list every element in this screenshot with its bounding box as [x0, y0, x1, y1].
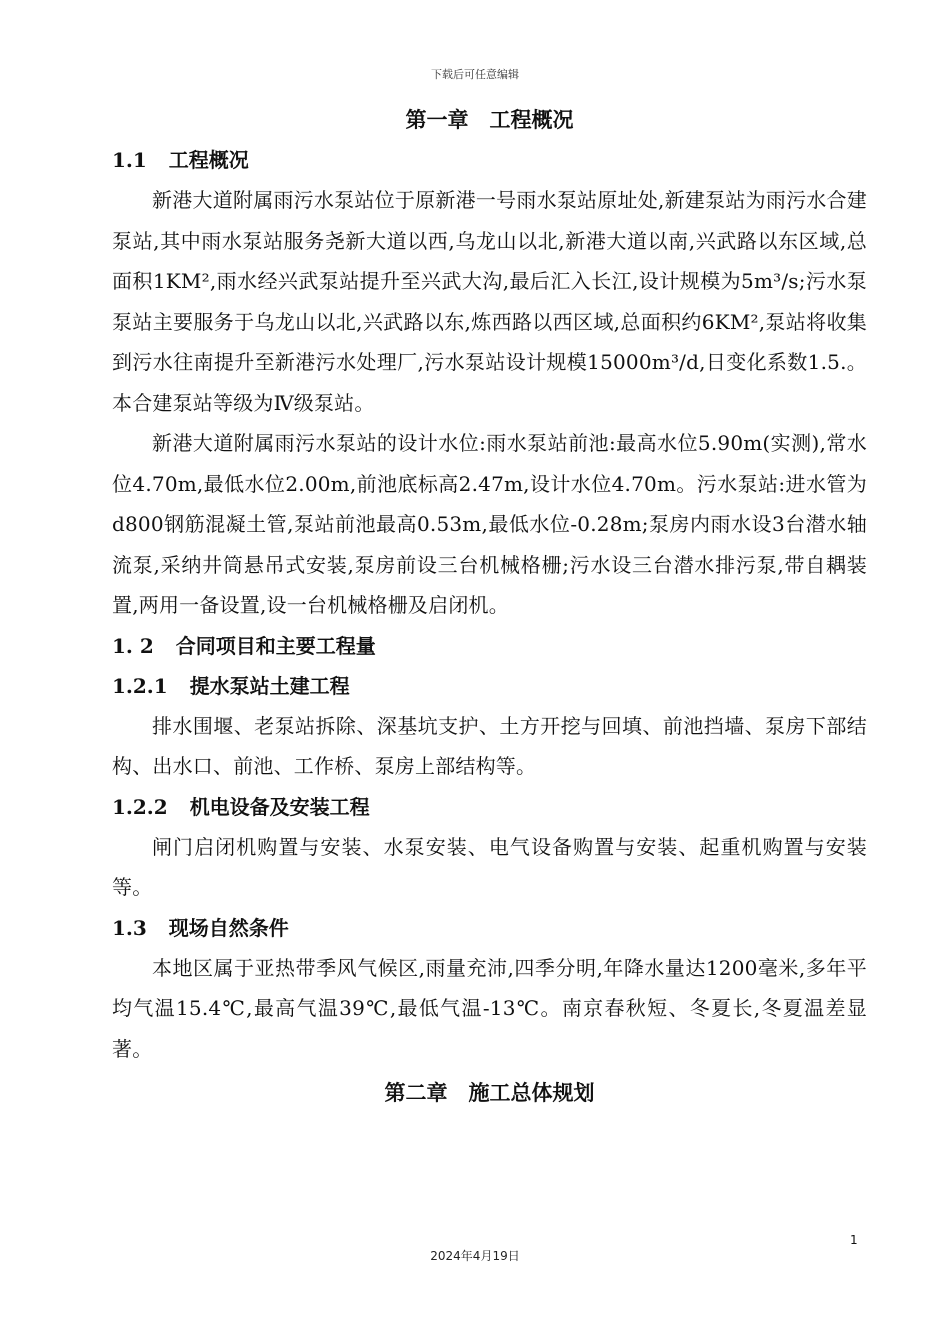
page-number: 1	[850, 1233, 858, 1247]
section-title: 现场自然条件	[168, 915, 289, 940]
document-body	[112, 100, 867, 1113]
section-1-2-2-heading	[112, 787, 867, 827]
section-number: 1.2.2	[112, 794, 168, 819]
section-title: 机电设备及安装工程	[189, 794, 370, 819]
paragraph-equipment-installation: 闸门启闭机购置与安装、水泵安装、电气设备购置与安装、起重机购置与安装等。	[112, 834, 867, 899]
paragraph-natural-conditions: 本地区属于亚热带季风气候区,雨量充沛,四季分明,年降水量达1200毫米,多年平均气温15.4℃,最高气温39℃,最低气温-13℃。南京春秋短、冬夏长,冬夏温差显著。	[112, 955, 867, 1061]
section-1-3-heading	[112, 908, 867, 948]
paragraph-design-water-levels: 新港大道附属雨污水泵站的设计水位:雨水泵站前池:最高水位5.90m(实测),常水位4.70m,最低水位2.00m,前池底标高2.47m,设计水位4.70m。污水泵站:进水管为d800钢筋混凝土管,泵站前池最高0.53m,最低水位-0.28m;泵房内雨水设3台潜水轴流泵,采纳井筒悬吊式安装,泵房前设三台机械格栅;污水设三台潜水排污泵,带自耦装置,两用一备设置,设一台机械格栅及启闭机。	[112, 431, 867, 617]
chapter-1-title: 第一章 工程概况	[405, 107, 574, 132]
section-number: 1.3	[112, 915, 147, 940]
section-title: 提水泵站土建工程	[189, 673, 350, 698]
section-1-2-1-heading	[112, 666, 867, 706]
paragraph-civil-works: 排水围堰、老泵站拆除、深基坑支护、土方开挖与回填、前池挡墙、泵房下部结构、出水口、前池、工作桥、泵房上部结构等。	[112, 713, 867, 778]
section-title: 工程概况	[168, 148, 249, 172]
section-title: 合同项目和主要工程量	[175, 633, 376, 658]
section-number: 1.1	[112, 148, 147, 172]
footer-date: 2024年4月19日	[430, 1249, 520, 1263]
paragraph-project-overview: 新港大道附属雨污水泵站位于原新港一号雨水泵站原址处,新建泵站为雨污水合建泵站,其中雨水泵站服务尧新大道以西,乌龙山以北,新港大道以南,兴武路以东区域,总面积1KM²,雨水经兴武泵站提升至兴武大沟,最后汇入长江,设计规模为5m³/s;污水泵泵站主要服务于乌龙山以北,兴武路以东,炼西路以西区域,总面积约6KM²,泵站将收集到污水往南提升至新港污水处理厂,污水泵站设计规模15000m³/d,日变化系数1.5.。本合建泵站等级为Ⅳ级泵站。	[112, 188, 867, 415]
header-note: 下载后可任意编辑	[431, 68, 519, 81]
section-number: 1.2.1	[112, 673, 168, 698]
section-1-1-heading	[112, 140, 867, 180]
section-number: 1. 2	[112, 633, 154, 658]
section-1-2-heading	[112, 626, 867, 666]
chapter-2-title: 第二章 施工总体规划	[384, 1080, 595, 1105]
